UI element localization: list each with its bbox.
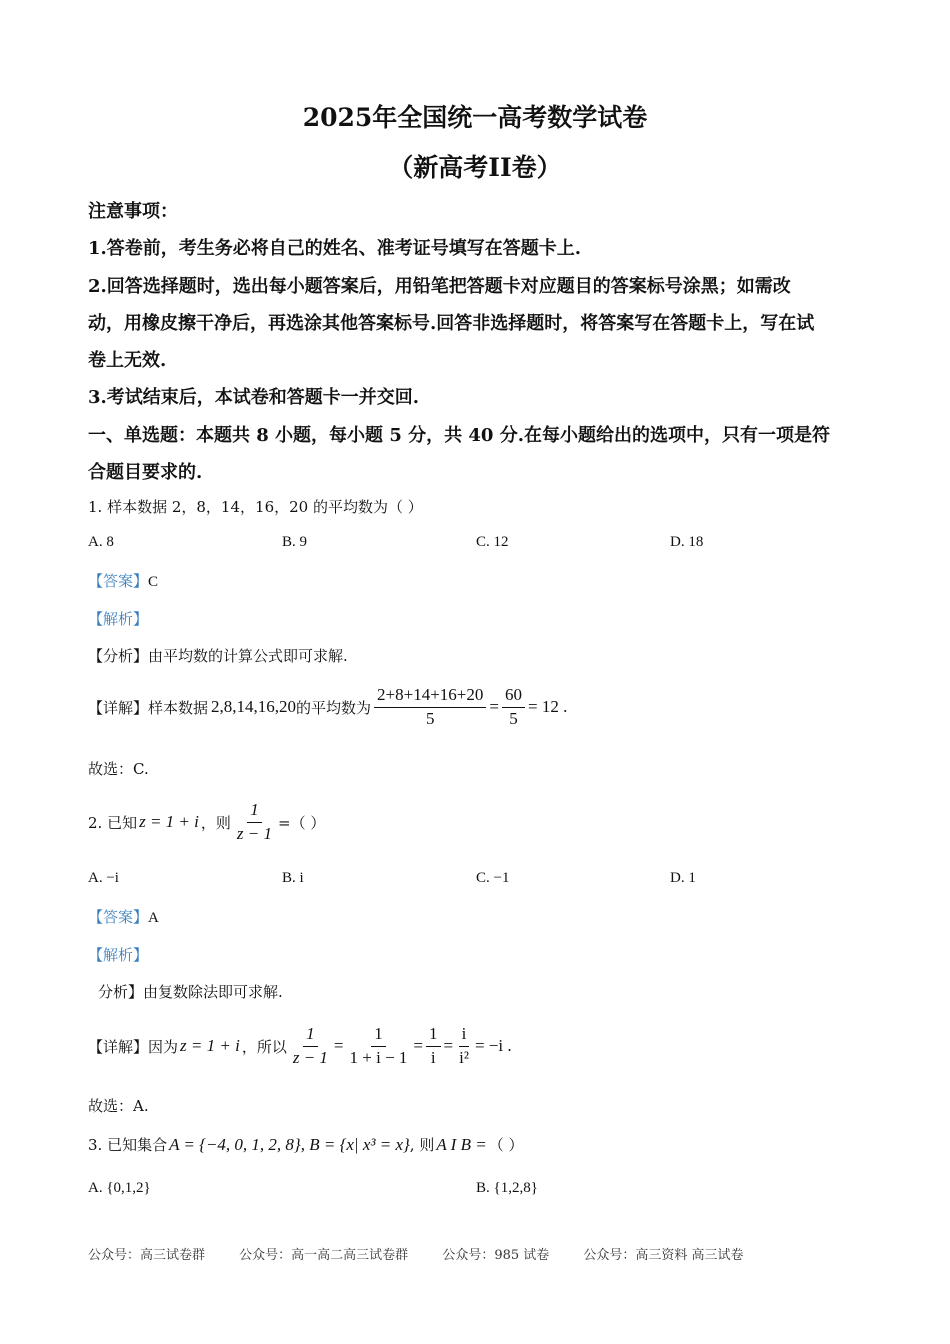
page-footer bbox=[88, 1244, 744, 1263]
q2-fraction-1 bbox=[290, 1025, 331, 1067]
q1-stem: 1. 样本数据 2，8，14，16，20 的平均数为（ ） bbox=[88, 498, 423, 516]
q3-stem-suffix: （ ） bbox=[488, 1136, 524, 1154]
q2-result: = −i . bbox=[474, 1036, 512, 1056]
q1-answer-line bbox=[88, 570, 158, 591]
q2-fraction-2-numerator: 1 bbox=[371, 1025, 386, 1047]
q2-answer: A bbox=[148, 910, 159, 926]
q3-stem bbox=[88, 1134, 523, 1155]
q1-option-d: D. 18 bbox=[670, 534, 704, 550]
q2-stem-prefix: 2. 已知 bbox=[88, 813, 138, 832]
q2-fraction-3-numerator: 1 bbox=[426, 1025, 441, 1047]
q2-fraction-1-numerator: 1 bbox=[303, 1025, 318, 1047]
q2-stem-expr: z = 1 + i bbox=[139, 812, 199, 832]
notice-item-2-line-1: 2.回答选择题时，选出每小题答案后，用铅笔把答题卡对应题目的答案标号涂黑；如需改 bbox=[88, 276, 791, 297]
q1-fenxi: 【分析】由平均数的计算公式即可求解. bbox=[88, 647, 348, 665]
q1-answer-tag: 【答案】 bbox=[88, 572, 149, 590]
q3-option-b: B. {1,2,8} bbox=[476, 1180, 538, 1196]
q1-detail-prefix: 【详解】样本数据 bbox=[88, 698, 209, 717]
q1-analysis-tag: 【解析】 bbox=[88, 610, 149, 628]
q2-option-d: D. 1 bbox=[670, 870, 696, 886]
q2-option-c: C. −1 bbox=[476, 870, 510, 886]
q3-set-definition: A = {−4, 0, 1, 2, 8}, B = {x| x³ = x} bbox=[169, 1134, 410, 1154]
q2-stem bbox=[88, 801, 325, 843]
q2-stem-mid: ，则 bbox=[200, 813, 231, 832]
q2-fraction-4-denominator: i² bbox=[459, 1047, 469, 1067]
q2-fraction-4 bbox=[456, 1025, 472, 1067]
q3-expression: A I B = bbox=[436, 1134, 487, 1154]
q1-option-b: B. 9 bbox=[282, 534, 308, 550]
q2-detail: 【详解】因为 z = 1 + i ，所以 $\frac{1}{z - 1}$ = $\frac{1}{1 + i - 1}$ = $\frac{1}{i}$ = $\frac{i}{\text{i²}}$ = −i . bbox=[88, 1024, 512, 1067]
q2-stem-fraction-denominator: z − 1 bbox=[236, 823, 272, 843]
q1-detail-mid: 的平均数为 bbox=[296, 698, 372, 717]
q2-fraction-2 bbox=[347, 1025, 411, 1067]
q2-fraction-2-denominator: 1 + i − 1 bbox=[349, 1047, 408, 1067]
q3-stem-prefix: 3. 已知集合 bbox=[88, 1136, 168, 1154]
q2-stem-fraction bbox=[234, 801, 275, 843]
q2-stem-suffix: =（ ） bbox=[278, 813, 326, 832]
q2-detail-mid: ，所以 bbox=[241, 1037, 287, 1056]
q1-fraction-sum bbox=[374, 686, 486, 728]
q1-fraction-60 bbox=[502, 686, 525, 728]
notice-item-2-line-3: 卷上无效. bbox=[88, 350, 167, 371]
q2-stem-fraction-numerator: 1 bbox=[247, 801, 262, 823]
notice-item-2-line-2: 动，用橡皮擦干净后，再选涂其他答案标号.回答非选择题时，将答案写在答题卡上，写在试 bbox=[88, 313, 815, 334]
q1-option-c: C. 12 bbox=[476, 534, 509, 550]
q2-option-b: B. i bbox=[282, 870, 304, 886]
q2-detail-prefix: 【详解】因为 bbox=[88, 1037, 179, 1056]
footer-item: 公众号：高一高二高三试卷群 bbox=[239, 1248, 409, 1263]
q1-detail: 【详解】样本数据 2,8,14,16,20 的平均数为 $\frac{2+8+14+16+20}{5}$ = $\frac{60}{5}$ = 12 . bbox=[88, 685, 568, 728]
notice-heading: 注意事项： bbox=[88, 201, 178, 222]
page-title: 2025年全国统一高考数学试卷 bbox=[302, 103, 648, 132]
q1-answer: C bbox=[148, 574, 159, 590]
q1-fraction-sum-numerator: 2+8+14+16+20 bbox=[374, 686, 486, 708]
footer-item: 公众号：高三资料 高三试卷 bbox=[583, 1248, 744, 1263]
q1-option-a: A. 8 bbox=[88, 534, 114, 550]
q2-option-a: A. −i bbox=[88, 870, 119, 886]
q2-fraction-3-denominator: i bbox=[430, 1047, 436, 1067]
q2-analysis-tag: 【解析】 bbox=[88, 946, 149, 964]
q1-fraction-sum-denominator: 5 bbox=[425, 708, 435, 728]
footer-item: 公众号：985 试卷 bbox=[442, 1248, 550, 1263]
section-1-line-1: 一、单选题：本题共 8 小题，每小题 5 分，共 40 分.在每小题给出的选项中，只有一项是符 bbox=[88, 425, 830, 446]
notice-item-3: 3.考试结束后，本试卷和答题卡一并交回. bbox=[88, 387, 420, 408]
q1-fraction-60-denominator: 5 bbox=[509, 708, 518, 728]
q1-conclusion: 故选：C. bbox=[88, 760, 149, 778]
footer-item: 公众号：高三试卷群 bbox=[88, 1248, 206, 1263]
q2-fraction-3 bbox=[426, 1025, 441, 1067]
q2-answer-tag: 【答案】 bbox=[88, 908, 149, 926]
q2-answer-line bbox=[88, 906, 159, 927]
q1-result: = 12 . bbox=[527, 697, 568, 717]
notice-item-1: 1.答卷前，考生务必将自己的姓名、准考证号填写在答题卡上. bbox=[88, 238, 582, 259]
q2-fenxi: 分析】由复数除法即可求解. bbox=[98, 983, 283, 1001]
q2-conclusion: 故选：A. bbox=[88, 1097, 149, 1115]
q3-stem-mid: , 则 bbox=[409, 1136, 435, 1154]
q2-fraction-4-numerator: i bbox=[459, 1025, 470, 1047]
q1-fraction-60-numerator: 60 bbox=[502, 686, 525, 708]
q2-fraction-1-denominator: z − 1 bbox=[292, 1047, 328, 1067]
page-subtitle: （新高考II卷） bbox=[388, 153, 562, 182]
section-1-line-2: 合题目要求的. bbox=[88, 462, 203, 483]
q1-detail-data: 2,8,14,16,20 bbox=[211, 697, 297, 717]
q3-option-a: A. {0,1,2} bbox=[88, 1180, 151, 1196]
q2-detail-expr: z = 1 + i bbox=[180, 1036, 240, 1056]
